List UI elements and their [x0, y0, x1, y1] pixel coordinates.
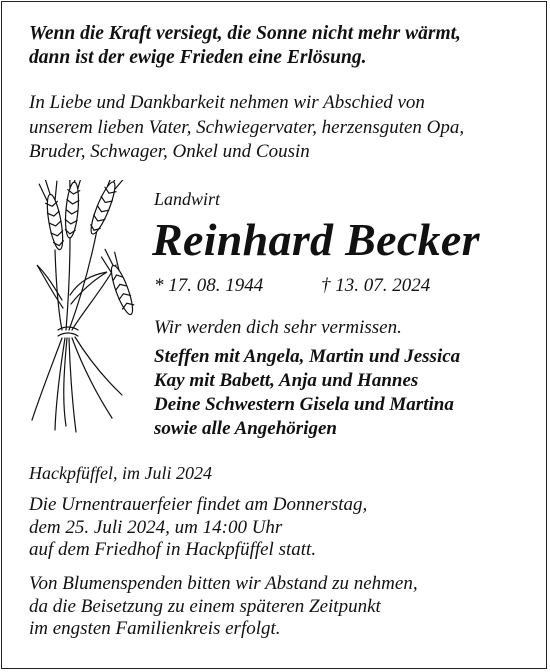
ceremony-info	[29, 494, 534, 562]
ceremony-line: Die Urnentrauerfeier findet am Donnerstag,	[29, 494, 368, 515]
flowers-note	[29, 573, 534, 641]
intro-line: In Liebe und Dankbarkeit nehmen wir Abschied von	[29, 92, 425, 113]
family-line: Deine Schwestern Gisela und Martina	[154, 394, 454, 415]
intro-text	[29, 91, 534, 165]
family-line: Steffen mit Angela, Martin und Jessica	[154, 346, 461, 367]
birth-date: * 17. 08. 1944	[154, 275, 264, 296]
flowers-line: Von Blumenspenden bitten wir Abstand zu nehmen,	[29, 573, 418, 594]
wheat-bundle-icon	[22, 180, 152, 442]
flowers-line: da die Beisetzung zu einem späteren Zeitpunkt	[29, 595, 381, 617]
family-line: sowie alle Angehörigen	[154, 418, 337, 439]
motto	[29, 22, 529, 70]
deceased-name: Reinhard Becker	[152, 214, 480, 265]
intro-line: Bruder, Schwager, Onkel und Cousin	[29, 141, 310, 162]
farewell-message: Wir werden dich sehr vermissen.	[154, 317, 402, 338]
flowers-line: im engsten Familienkreis erfolgt.	[29, 618, 281, 639]
death-date: † 13. 07. 2024	[321, 275, 431, 296]
intro-line: unserem lieben Vater, Schwiegervater, herzensguten Opa,	[29, 116, 465, 138]
ceremony-line: dem 25. Juli 2024, um 14:00 Uhr	[29, 516, 283, 538]
place-date: Hackpfüffel, im Juli 2024	[29, 463, 212, 483]
profession: Landwirt	[154, 189, 221, 209]
motto-line: Wenn die Kraft versiegt, die Sonne nicht mehr wärmt,	[29, 23, 461, 44]
family-list	[154, 345, 544, 441]
family-line: Kay mit Babett, Anja und Hannes	[154, 370, 419, 391]
ceremony-line: auf dem Friedhof in Hackpfüffel statt.	[29, 539, 317, 560]
motto-line: dann ist der ewige Frieden eine Erlösung.	[29, 47, 367, 68]
